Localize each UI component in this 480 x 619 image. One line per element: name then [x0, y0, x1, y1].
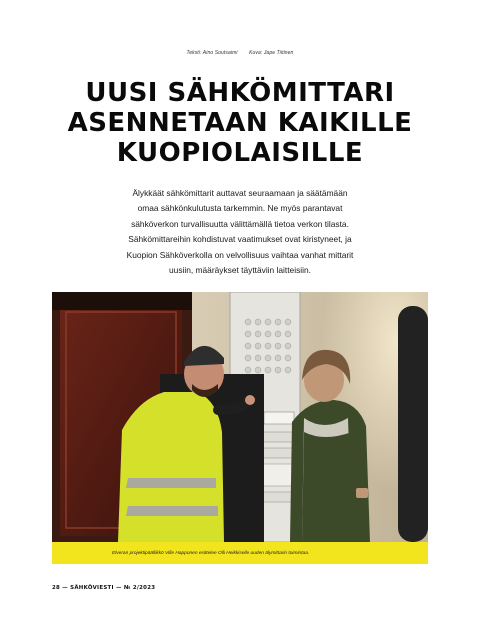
lead-line: Sähkömittareihin kohdistuvat vaatimukset ovat kiristyneet, ja: [128, 234, 352, 245]
byline: [0, 50, 480, 56]
headline-line: ASENNETAAN KAIKILLE: [67, 108, 413, 138]
page-folio: 28 — SÄHKÖVIESTI — № 2/2023: [52, 585, 156, 591]
lead-line: uusiin, määräykset täyttäviin laitteisiin.: [169, 265, 311, 276]
headline-line: KUOPIOLAISILLE: [116, 138, 364, 168]
photo-illustration: [52, 292, 428, 542]
headline: [0, 78, 480, 168]
lead-line: Kuopion Sähköverkolla on velvollisuus vaihtaa vanhat mittarit: [126, 249, 354, 260]
article-photo: [52, 292, 428, 542]
lead-line: omaa sähkönkulutusta tarkemmin. Ne myös parantavat: [137, 203, 343, 214]
photo-caption-bar: [52, 542, 428, 564]
lead-paragraph: [100, 186, 380, 278]
photographer-credit: Kuva: Jape Tiitinen: [249, 50, 294, 56]
lead-line: Älykkäät sähkömittarit auttavat seuraamaan ja säätämään: [132, 188, 348, 198]
headline-line: UUSI SÄHKÖMITTARI: [85, 78, 395, 108]
photo-caption: Elveran projektipäällikkö Ville Happonen esittelee Olli Heikkiselle uuden älymittarin toimintaa.: [112, 550, 310, 556]
author-credit: Teksti: Aino Soutsaimi: [186, 50, 238, 56]
lead-line: sähköverkon turvallisuutta välittämällä tietoa verkon tilasta.: [131, 218, 349, 229]
